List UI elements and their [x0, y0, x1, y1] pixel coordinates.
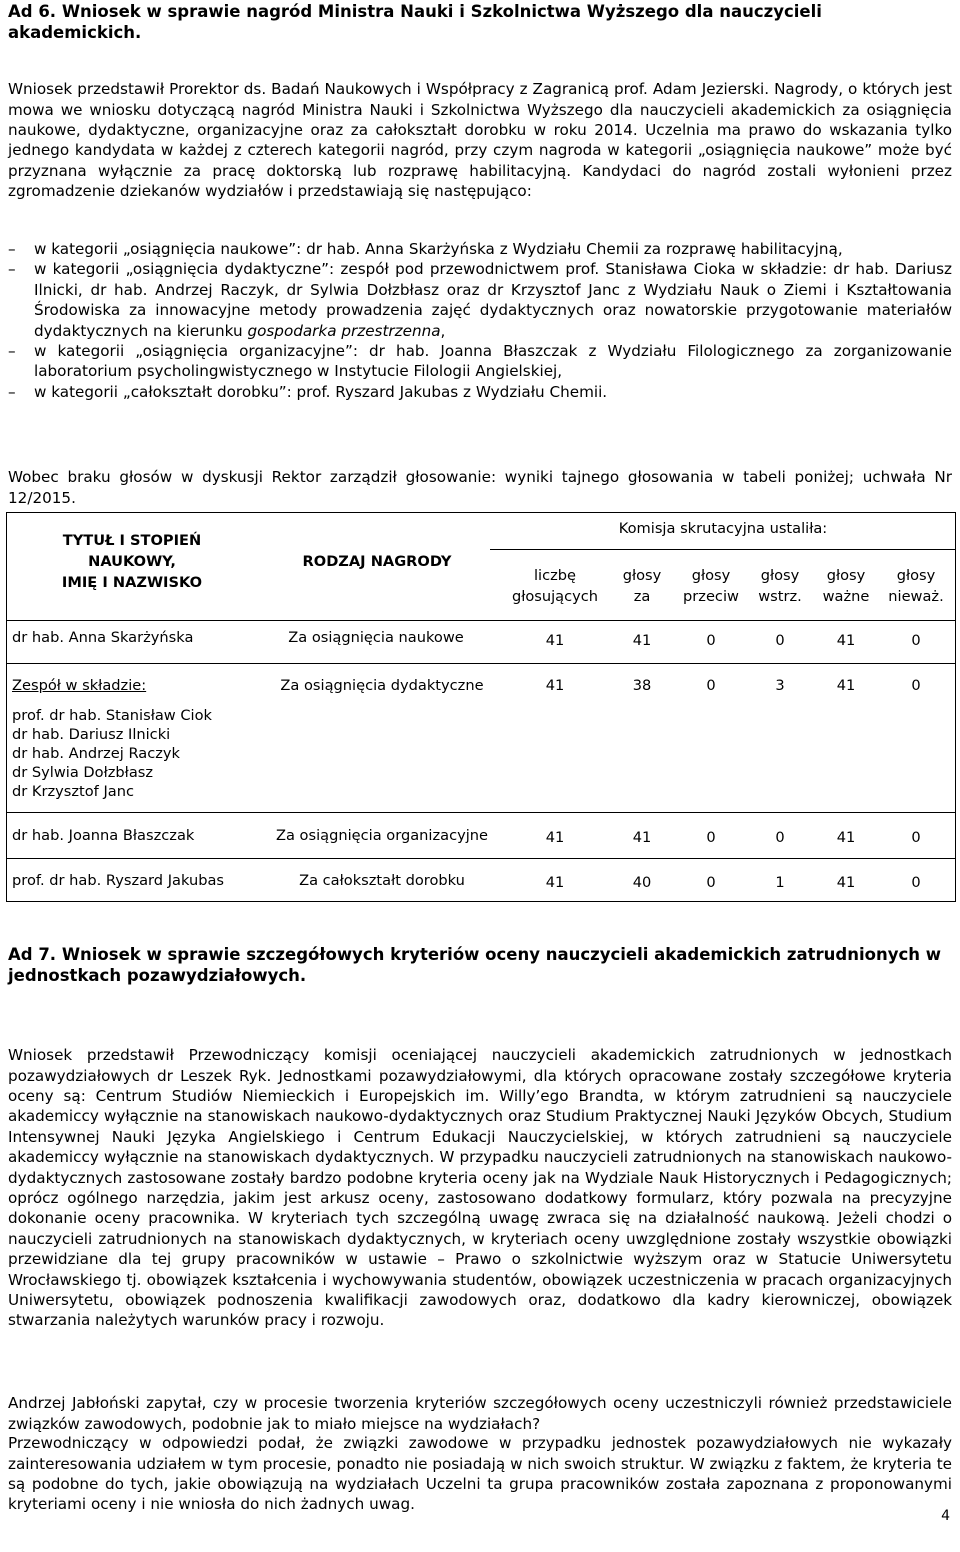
- ad6-candidate-list: [8, 239, 952, 402]
- table-divider: [490, 549, 956, 550]
- ad7-paragraph-3: Przewodniczący w odpowiedzi podał, że związki zawodowe w przypadku jednostek pozawydziałowych nie wykazały zainteresowania udziałem w tym procesie, ponadto nie posiadają w nich swoich struktur. W związku z faktem, że kryteria te są podobne do tych, jakie obowiązują na wydziałach Uczelni ta grupa pracowników została zapoznana z proponowanymi kryteriami oceny i nie wniosła do nich żadnych uwag.: [8, 1434, 952, 1514]
- dash-bullet: –: [8, 260, 16, 279]
- list-item: – w kategorii „osiągnięcia dydaktyczne”: zespół pod przewodnictwem prof. Stanisława Cioka w składzie: dr hab. Dariusz Ilnicki, dr hab. Andrzej Raczyk, dr Sylwia Dołzbłasz oraz dr Krzysztof Janc z Wydziału Nauk o Ziemi i Kształtowania Środowiska za innowacyjne metody prowadzenia zajęć dydaktycznych oraz nowatorskie przygotowanie materiałów dydaktycznych na kierunku gospodarka przestrzenna,: [8, 260, 952, 340]
- header-voters: liczbę głosujących: [511, 567, 599, 605]
- page-number: 4: [941, 1508, 950, 1524]
- list-item: – w kategorii „całokształt dorobku”: prof. Ryszard Jakubas z Wydziału Chemii.: [8, 382, 608, 401]
- ad6-vote-paragraph: Wobec braku głosów w dyskusji Rektor zarządził głosowanie: wyniki tajnego głosowania w tabeli poniżej; uchwała Nr 12/2015.: [8, 468, 952, 507]
- ad7-heading: Ad 7. Wniosek w sprawie szczegółowych kryteriów oceny nauczycieli akademickich zatrudnionych w jednostkach pozawydziałowych.: [8, 945, 941, 985]
- dash-bullet: –: [8, 382, 16, 401]
- ad6-intro-paragraph: Wniosek przedstawił Prorektor ds. Badań Naukowych i Współpracy z Zagranicą prof. Adam Jezierski. Nagrody, o których jest mowa we wniosku dotyczącą nagród Ministra Nauki i Szkolnictwa Wyższego dla nauczycieli akademickich za osiągnięcia naukowe, dydaktyczne, organizacyjne oraz za całokształt dorobku w roku 2014. Uczelnia ma prawo do wskazania tylko jednego kandydata w każdej z czterech kategorii nagród, przy czym nagroda w kategorii „osiągnięcia naukowe” może być przyznana wyłącznie za pracę doktorską lub rozprawę habilitacyjną. Kandydaci do nagród zostali wyłonieni przez zgromadzenie dziekanów wydziałów i przedstawiają się następująco:: [8, 80, 952, 201]
- header-invalid: głosy nieważ.: [888, 567, 944, 605]
- table-divider: [6, 858, 956, 859]
- list-item: – w kategorii „osiągnięcia naukowe”: dr hab. Anna Skarżyńska z Wydziału Chemii za rozprawę habilitacyjną,: [8, 240, 843, 258]
- ad7-paragraph-1: Wniosek przedstawił Przewodniczący komisji oceniającej nauczycieli akademickich zatrudnionych w jednostkach pozawydziałowych dr Leszek Ryk. Jednostkami pozawydziałowymi, dla których opracowane zostały szczegółowe kryteria oceny są: Centrum Studiów Niemieckich i Europejskich im. Willy’ego Brandta, w którym zatrudnieni są nauczyciele akademiccy wyłącznie na stanowiskach naukowo-dydaktycznych oraz Studium Praktycznej Nauki Języków Obcych, Studium Intensywnej Nauki Języka Angielskiego i Centrum Edukacji Nauczycielskiej, w których zatrudnieni są nauczyciele akademiccy wyłącznie na stanowiskach dydaktycznych. W przypadku nauczycieli zatrudnionych na stanowiskach naukowo-dydaktycznych zastosowane zostały bardzo podobne kryteria oceny jak na Wydziale Nauk Historycznych i Pedagogicznych; oprócz ogólnego narzędzia, jakim jest arkusz oceny, zastosowano dodatkowy formularz, który pozwala na precyzyjne dokonanie oceny pracownika. W kryteriach tych szczególną uwagę zwraca się na działalność naukową. Jeżeli chodzi o nauczycieli zatrudnionych na stanowiskach dydaktycznych, w kryteriach oceny uwzględnione zostały wszystkie obowiązki przewidziane dla tej grupy pracowników w ustawie – Prawo o szkolnictwie wyższym oraz w Statucie Uniwersytetu Wrocławskiego tj. obowiązek kształcenia i wychowywania studentów, obowiązek uczestniczenia w pracach organizacyjnych Uniwersytetu, obowiązek podnoszenia kwalifikacji zawodowych oraz, dodatkowo dla kadry kierowniczej, obowiązek stwarzania należytych warunków pracy i rozwoju.: [8, 1046, 952, 1330]
- header-award: RODZAJ NAGRODY: [302, 553, 452, 570]
- list-item: – w kategorii „osiągnięcia organizacyjne”: dr hab. Joanna Błaszczak z Wydziału Filologicznego za zorganizowanie laboratorium psycholingwistycznego w Instytucie Filologii Angielskiej,: [8, 342, 952, 381]
- document-page: Ad 6. Wniosek w sprawie nagród Ministra Nauki i Szkolnictwa Wyższego dla nauczycieli akademickich. Wniosek przedstawił Prorektor ds. Badań Naukowych i Współpracy z Zagranicą prof. Adam Jezierski. Nagrody, o których jest mowa we wniosku dotyczącą nagród Ministra Nauki i Szkolnictwa Wyższego dla nauczycieli akademickich za osiągnięcia naukowe, dydaktyczne, organizacyjne oraz za całokształt dorobku w roku 2014. Uczelnia ma prawo do wskazania tylko jednego kandydata w każdej z czterech kategorii nagród, przy czym nagroda w kategorii „osiągnięcia naukowe” może być przyznana wyłącznie za pracę doktorską lub rozprawę habilitacyjną. Kandydaci do nagród zostali wyłonieni przez zgromadzenie dziekanów wydziałów i przedstawiają się następująco: – w kategorii „osiągnięcia naukowe”: dr hab. Anna Skarżyńska z Wydziału Chemii za rozprawę habilitacyjną, – w kategorii „osiągnięcia dydaktyczne”: zespół pod przewodnictwem prof. Stanisława Cioka w składzie: dr hab. Dariusz Ilnicki, dr hab. Andrzej Raczyk, dr Sylwia Dołzbłasz oraz dr Krzysztof Janc z Wydziału Nauk o Ziemi i Kształtowania Środowiska za innowacyjne metody prowadzenia zajęć dydaktycznych oraz nowatorskie przygotowanie materiałów dydaktycznych na kierunku gospodarka przestrzenna, – w kategorii „osiągnięcia organizacyjne”: dr hab. Joanna Błaszczak z Wydziału Filologicznego za zorganizowanie laboratorium psycholingwistycznego w Instytucie Filologii Angielskiej, – w kategorii „całokształt dorobku”: prof. Ryszard Jakubas z Wydziału Chemii. Wobec braku głosów w dyskusji Rektor zarządził głosowanie: wyniki tajnego głosowania w tabeli poniżej; uchwała Nr 12/2015. TYTUŁ I STOPIEŃ NAUKOWY, IMIĘ I NAZWISKO RODZAJ NAGRODY Komisja skrutacyjna ustaliła: liczbę głosujących głosy za głosy przeciw głosy wstrz. głosy ważne głosy nieważ. dr hab. Anna Skarżyńska Za osiągnięcia naukowe 41 41 0 0 41 0 Zespół w składzie: prof. dr hab. Stanisław Ciok dr hab. Dariusz Ilnicki dr hab. Andrzej Raczyk dr Sylwia Dołzbłasz dr Krzysztof Janc Za osiągnięcia dydaktyczne 41 38 0 3 41 0 dr hab. Joanna Błaszczak Za osiągnięcia organizacyjne 41 41 0 0 41 0 prof. dr hab. Ryszard Jakubas Za całokształt dorobku 41 40 0 1 41 0 Ad 7. Wniosek w sprawie szczegółowych kryteriów oceny nauczycieli akademickich zatrudnionych w jednostkach pozawydziałowych. Wniosek przedstawił Przewodniczący komisji oceniającej nauczycieli akademickich zatrudnionych w jednostkach pozawydziałowych dr Leszek Ryk. Jednostkami pozawydziałowymi, dla których opracowane zostały szczegółowe kryteria oceny są: Centrum Studiów Niemieckich i Europejskich im. Willy’ego Brandta, w którym zatrudnieni są nauczyciele akademiccy wyłącznie na stanowiskach naukowo-dydaktycznych oraz Studium Praktycznej Nauki Języków Obcych, Studium Intensywnej Nauki Języka Angielskiego i Centrum Edukacji Nauczycielskiej, w których zatrudnieni są nauczyciele akademiccy wyłącznie na stanowiskach dydaktycznych. W przypadku nauczycieli zatrudnionych na stanowiskach naukowo-dydaktycznych zastosowane zostały bardzo podobne kryteria oceny jak na Wydziale Nauk Historycznych i Pedagogicznych; oprócz ogólnego narzędzia, jakim jest arkusz oceny, zastosowano dodatkowy formularz, który pozwala na precyzyjne dokonanie oceny pracownika. W kryteriach tych szczególną uwagę zwraca się na działalność naukową. Jeżeli chodzi o nauczycieli zatrudnionych na stanowiskach dydaktycznych, w kryteriach oceny uwzględnione zostały wszystkie obowiązki przewidziane dla tej grupy pracowników w ustawie – Prawo o szkolnictwie wyższym oraz w Statucie Uniwersytetu Wrocławskiego tj. obowiązek kształcenia i wychowywania studentów, obowiązek uczestniczenia w pracach organizacyjnych Uniwersytetu, obowiązek podnoszenia kwalifikacji zawodowych oraz, dodatkowo dla kadry kierowniczej, obowiązek stwarzania należytych warunków pracy i rozwoju. Andrzej Jabłoński zapytał, czy w procesie tworzenia kryteriów szczegółowych oceny uczestniczyli również przedstawiciele związków zawodowych, podobnie jak to miało miejsce na wydziałach? Przewodniczący w odpowiedzi podał, że związki zawodowe w przypadku jednostek pozawydziałowych nie wykazały zainteresowania udziałem w tym procesie, ponadto nie posiadają w nich swoich struktur. W związku z faktem, że kryteria te są podobne do tych, jakie obowiązują na wydziałach Uczelni ta grupa pracowników została zapoznana z proponowanymi kryteriami oceny i nie wniosła do nich żadnych uwag. 4: [0, 0, 960, 1552]
- header-abstain: głosy wstrz.: [758, 567, 802, 605]
- table-divider: [6, 812, 956, 813]
- header-valid: głosy ważne: [822, 567, 870, 605]
- table-divider: [6, 663, 956, 664]
- header-for: głosy za: [622, 567, 662, 605]
- header-commission: Komisja skrutacyjna ustaliła:: [618, 520, 828, 537]
- ad6-heading: Ad 6. Wniosek w sprawie nagród Ministra Nauki i Szkolnictwa Wyższego dla nauczycieli akademickich.: [8, 2, 822, 42]
- dash-bullet: –: [8, 240, 16, 258]
- header-name: TYTUŁ I STOPIEŃ NAUKOWY, IMIĘ I NAZWISKO: [61, 532, 203, 591]
- header-against: głosy przeciw: [683, 567, 739, 605]
- field-of-study: gospodarka przestrzenna: [247, 321, 441, 340]
- dash-bullet: –: [8, 342, 16, 361]
- ad7-paragraph-2: Andrzej Jabłoński zapytał, czy w procesie tworzenia kryteriów szczegółowych oceny uczestniczyli również przedstawiciele związków zawodowych, podobnie jak to miało miejsce na wydziałach?: [8, 1394, 952, 1433]
- table-divider: [6, 620, 956, 621]
